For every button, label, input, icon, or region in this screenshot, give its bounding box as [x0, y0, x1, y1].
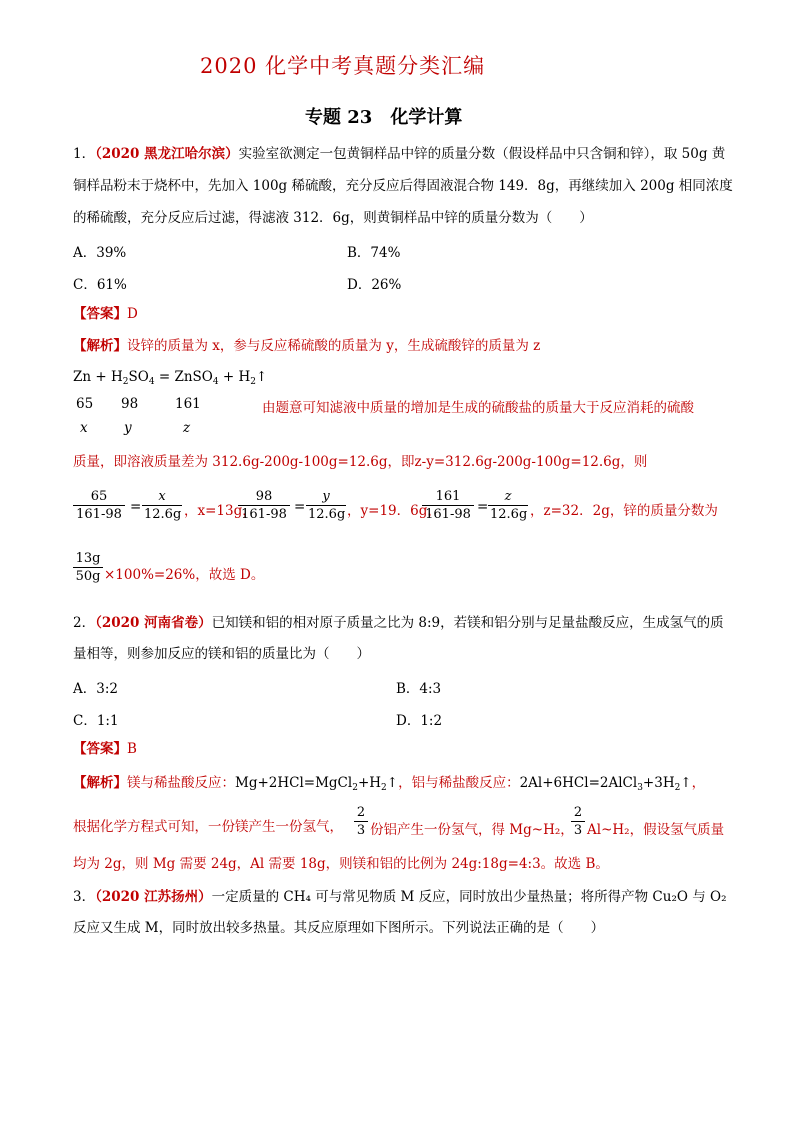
q1-source: （2020 黑龙江哈尔滨）	[95, 146, 239, 162]
q3-text: 一定质量的 CH₄ 可与常见物质 M 反应，同时放出少量热量；将所得产物 Cu₂O 与 O₂	[211, 889, 727, 905]
q1-option-a: A．39%	[73, 245, 127, 261]
q1-fraction-3b	[488, 488, 528, 523]
q1-stem-line3: 的稀硫酸，充分反应后过滤，得滤液 312．6g，则黄铜样品中锌的质量分数为（ ）	[73, 210, 593, 226]
equals-sign: =	[294, 499, 306, 515]
mg-equation: $Mg+2HCl=MgCl_2+H_2↑$	[235, 775, 399, 793]
numerator: z	[488, 488, 528, 506]
q2-analysis-line3: 均为 2g，则 Mg 需要 24g，Al 需要 18g，则镁和铝的比例为 24g:18g=4:3。故选 B。	[73, 856, 609, 872]
q1-result-x: ，x=13g，	[184, 503, 256, 519]
analysis-text: ，	[691, 775, 706, 791]
equals-sign: =	[477, 499, 489, 515]
q3-number: 3．	[73, 889, 96, 905]
q1-number: 1．	[73, 146, 96, 162]
answer-label: 【答案】	[73, 741, 127, 757]
section-title: 专题 23 化学计算	[305, 107, 463, 128]
q1-fraction-1b	[142, 488, 182, 523]
denominator: 161-98	[425, 507, 471, 522]
q1-chem-equation: $Zn + H_2SO_4$ = ZnSO$_4$ + $H_2↑$	[73, 369, 268, 387]
analysis-text: ，铝与稀盐酸反应：	[398, 775, 520, 791]
numerator: x	[142, 488, 182, 506]
q3-stem-line2: 反应又生成 M，同时放出较多热量。其反应原理如下图所示。下列说法正确的是（ ）	[73, 920, 605, 936]
q1-analysis-line1	[73, 337, 540, 355]
numerator: 98	[238, 488, 290, 506]
numerator: 161	[422, 488, 474, 506]
denominator: 12.6g	[308, 507, 346, 522]
q2-option-b: B．4:3	[396, 681, 442, 697]
q1-fraction-4	[73, 550, 103, 585]
q1-note: 由题意可知滤液中质量的增加是生成的硫酸盐的质量大于反应消耗的硫酸	[262, 400, 694, 416]
numerator: 13g	[73, 550, 103, 568]
q2-text: 已知镁和铝的相对原子质量之比为 8:9，若镁和铝分别与足量盐酸反应，生成氢气的质	[211, 615, 724, 631]
var-y: y	[124, 420, 132, 436]
var-x: x	[80, 420, 88, 436]
var-z: z	[183, 420, 191, 436]
q1-fraction-3	[422, 488, 474, 523]
document-title: 2020 化学中考真题分类汇编	[200, 54, 486, 78]
q2-fraction-b	[571, 804, 585, 839]
q2-source: （2020 河南省卷）	[95, 615, 212, 631]
numerator: 2	[354, 804, 368, 822]
q2-analysis-line2b: 份铝产生一份氢气，得 Mg~H₂，	[370, 822, 574, 838]
q1-option-c: C．61%	[73, 277, 127, 293]
q1-mass-znso4: 161	[175, 396, 201, 412]
q1-option-d: D．26%	[347, 277, 402, 293]
numerator: 65	[73, 488, 125, 506]
q1-var-x	[80, 420, 88, 436]
answer-label: 【答案】	[73, 306, 127, 322]
denominator: 161-98	[76, 507, 122, 522]
q1-stem-line2: 铜样品粉末于烧杯中，先加入 100g 稀硫酸，充分反应后得固液混合物 149．8g，再继续加入 200g 相同浓度	[73, 178, 733, 194]
q1-var-y	[124, 420, 132, 436]
q1-option-b: B．74%	[347, 245, 401, 261]
q3-source: （2020 江苏扬州）	[95, 889, 212, 905]
numerator: y	[306, 488, 346, 506]
denominator: 3	[356, 823, 366, 838]
analysis-text: 设锌的质量为 x，参与反应稀硫酸的质量为 y，生成硫酸锌的质量为 z	[127, 338, 541, 354]
q1-analysis-line2	[73, 453, 647, 471]
analysis-text: 镁与稀盐酸反应：	[127, 775, 235, 791]
q1-stem-line1	[73, 145, 725, 163]
q2-stem-line1	[73, 614, 724, 632]
q2-stem-line2: 量相等，则参加反应的镁和铝的质量比为（ ）	[73, 646, 370, 662]
q1-fraction-2b	[306, 488, 346, 523]
q1-conclusion: ×100%=26%，故选 D。	[104, 567, 265, 583]
q2-option-d: D．1:2	[396, 713, 443, 729]
q2-analysis-line1	[73, 774, 705, 797]
equals-sign: =	[130, 499, 142, 515]
q2-option-c: C．1:1	[73, 713, 119, 729]
q1-answer	[73, 305, 138, 323]
denominator: 161-98	[241, 507, 287, 522]
q1-mass-h2so4: 98	[121, 396, 139, 412]
denominator: 12.6g	[144, 507, 182, 522]
numerator: 2	[571, 804, 585, 822]
q2-option-a: A．3:2	[73, 681, 118, 697]
q1-fraction-2	[238, 488, 290, 523]
q2-answer	[73, 740, 137, 758]
q1-var-z	[183, 420, 190, 436]
q1-result-y: ，y=19．6g，	[347, 503, 441, 519]
analysis-label: 【解析】	[73, 338, 127, 354]
analysis-label: 【解析】	[73, 775, 127, 791]
q2-number: 2．	[73, 615, 96, 631]
q2-analysis-line2a: 根据化学方程式可知，一份镁产生一份氢气，	[73, 819, 343, 835]
denominator: 50g	[75, 569, 101, 584]
q1-result-z: ，z=32．2g，锌的质量分数为	[530, 503, 718, 519]
q1-mass-zn: 65	[76, 396, 94, 412]
al-equation: $2Al+6HCl=2AlCl_3+3H_2↑$	[519, 775, 692, 793]
analysis-text: 质量，即溶液质量差为 312.6g-200g-100g=12.6g，即	[73, 454, 415, 470]
q2-analysis-line2c: Al~H₂，假设氢气质量	[587, 822, 725, 838]
denominator: 12.6g	[490, 507, 528, 522]
denominator: 3	[573, 823, 583, 838]
answer-value: D	[127, 306, 138, 322]
answer-value: B	[127, 741, 137, 757]
q3-stem-line1	[73, 888, 726, 906]
analysis-text: z-y=312.6g-200g-100g=12.6g，则	[414, 454, 648, 470]
q2-fraction-a	[354, 804, 368, 839]
q1-fraction-1	[73, 488, 125, 523]
q1-text: 实验室欲测定一包黄铜样品中锌的质量分数（假设样品中只含铜和锌），取 50g 黄	[238, 146, 726, 162]
